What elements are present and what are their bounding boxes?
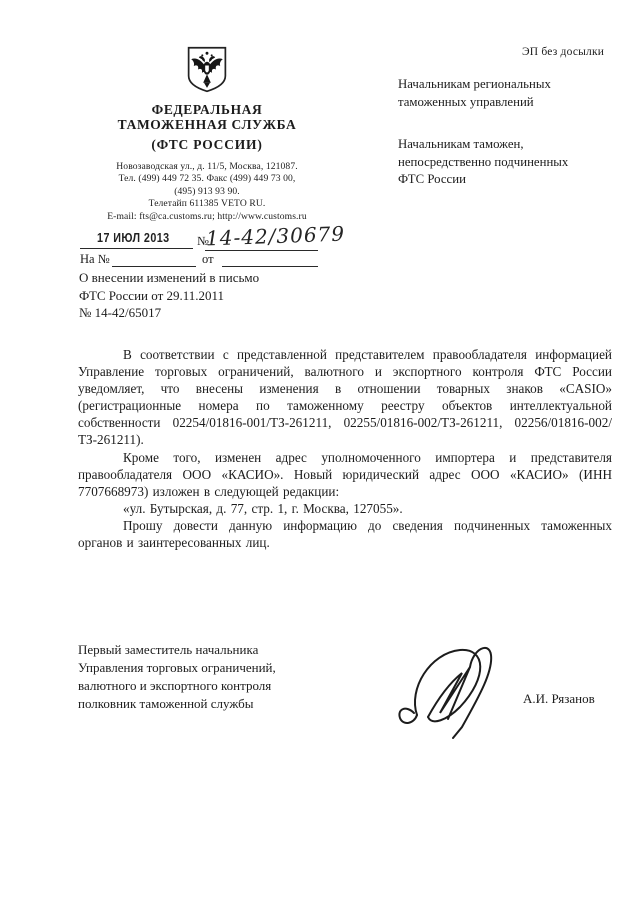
org-name-line3: (ФТС РОССИИ) bbox=[151, 137, 263, 152]
org-name-line2: ТАМОЖЕННАЯ СЛУЖБА bbox=[117, 117, 297, 132]
addressee2-line2: непосредственно подчиненных bbox=[398, 154, 569, 169]
addressee-block-2 bbox=[398, 136, 618, 189]
org-email-web: E-mail: fts@ca.customs.ru; http://www.customs.ru bbox=[107, 210, 307, 222]
number-sign: № bbox=[197, 234, 209, 248]
electronic-copy-marking: ЭП без досылки bbox=[522, 46, 605, 58]
signer-title-line3: валютного и экспортного контроля bbox=[78, 678, 272, 693]
date-underline bbox=[80, 247, 193, 249]
addressee2-line3: ФТС России bbox=[398, 172, 466, 186]
reply-from-label: от bbox=[202, 252, 214, 266]
addressee1-line2: таможенных управлений bbox=[398, 94, 534, 109]
reply-to-label: На № bbox=[80, 252, 110, 266]
coat-of-arms-icon bbox=[182, 46, 232, 93]
number-underline bbox=[205, 249, 318, 251]
signature-autograph-icon bbox=[390, 633, 518, 744]
outgoing-number-handwritten: 14-42/30679 bbox=[205, 221, 346, 251]
letterhead bbox=[76, 46, 338, 223]
subject-line2: ФТС России от 29.11.2011 bbox=[79, 287, 225, 303]
addressee2-line1: Начальникам таможен, bbox=[398, 137, 524, 151]
addressee-block-1 bbox=[398, 76, 618, 111]
org-name-line1: ФЕДЕРАЛЬНАЯ bbox=[151, 102, 263, 117]
subject-line1: О внесении изменений в письмо bbox=[79, 270, 260, 285]
org-phone-fax: Тел. (499) 449 72 35. Факс (499) 449 73 00, bbox=[118, 173, 296, 185]
signer-title-line4: полковник таможенной службы bbox=[78, 696, 254, 711]
org-address: Новозаводская ул., д. 11/5, Москва, 121087. bbox=[116, 161, 298, 172]
reply-number-underline bbox=[112, 265, 196, 267]
body-paragraph-4: Прошу довести данную информацию до сведения подчиненных таможенных органов и заинтересованных лиц. bbox=[78, 517, 612, 551]
signer-title-line1: Первый заместитель начальника bbox=[78, 642, 259, 657]
addressee1-line1: Начальникам региональных bbox=[398, 77, 551, 91]
subject-line3: № 14-42/65017 bbox=[79, 305, 162, 321]
letter-body bbox=[78, 346, 612, 551]
body-paragraph-3: «ул. Бутырская, д. 77, стр. 1, г. Москва, 127055». bbox=[123, 500, 403, 516]
signer-name: А.И. Рязанов bbox=[523, 691, 595, 706]
org-teletype: Телетайп 611385 VETO RU. bbox=[148, 198, 266, 210]
body-paragraph-1: В соответствии с представленной представителем правообладателя информацией Управление торговых ограничений, валютного и экспортного контроля ФТС России уведомляет, что внесены изменения в отношении товарных знаков «CASIO» (регистрационные номера по таможенному реестру объектов интеллектуальной собственности 02254/01816-001/ТЗ-261211, 02255/01816-002/ТЗ-261211, 02256/01816-002/ТЗ-261211). bbox=[78, 347, 612, 448]
signer-title-line2: Управления торговых ограничений, bbox=[78, 660, 276, 675]
reply-date-underline bbox=[222, 265, 318, 267]
body-paragraph-2: Кроме того, изменен адрес уполномоченного импортера и представителя правообладателя ООО «КАСИО». Новый юридический адрес ООО «КАСИО» (ИНН 7707668973) изложен в следующей редакции: bbox=[78, 449, 612, 499]
org-phone2: (495) 913 93 90. bbox=[174, 185, 240, 197]
date-stamp: 17 ИЮЛ 2013 bbox=[97, 231, 170, 245]
org-contact-block bbox=[76, 161, 338, 223]
signer-title-block bbox=[78, 641, 348, 713]
subject-block bbox=[79, 269, 339, 322]
